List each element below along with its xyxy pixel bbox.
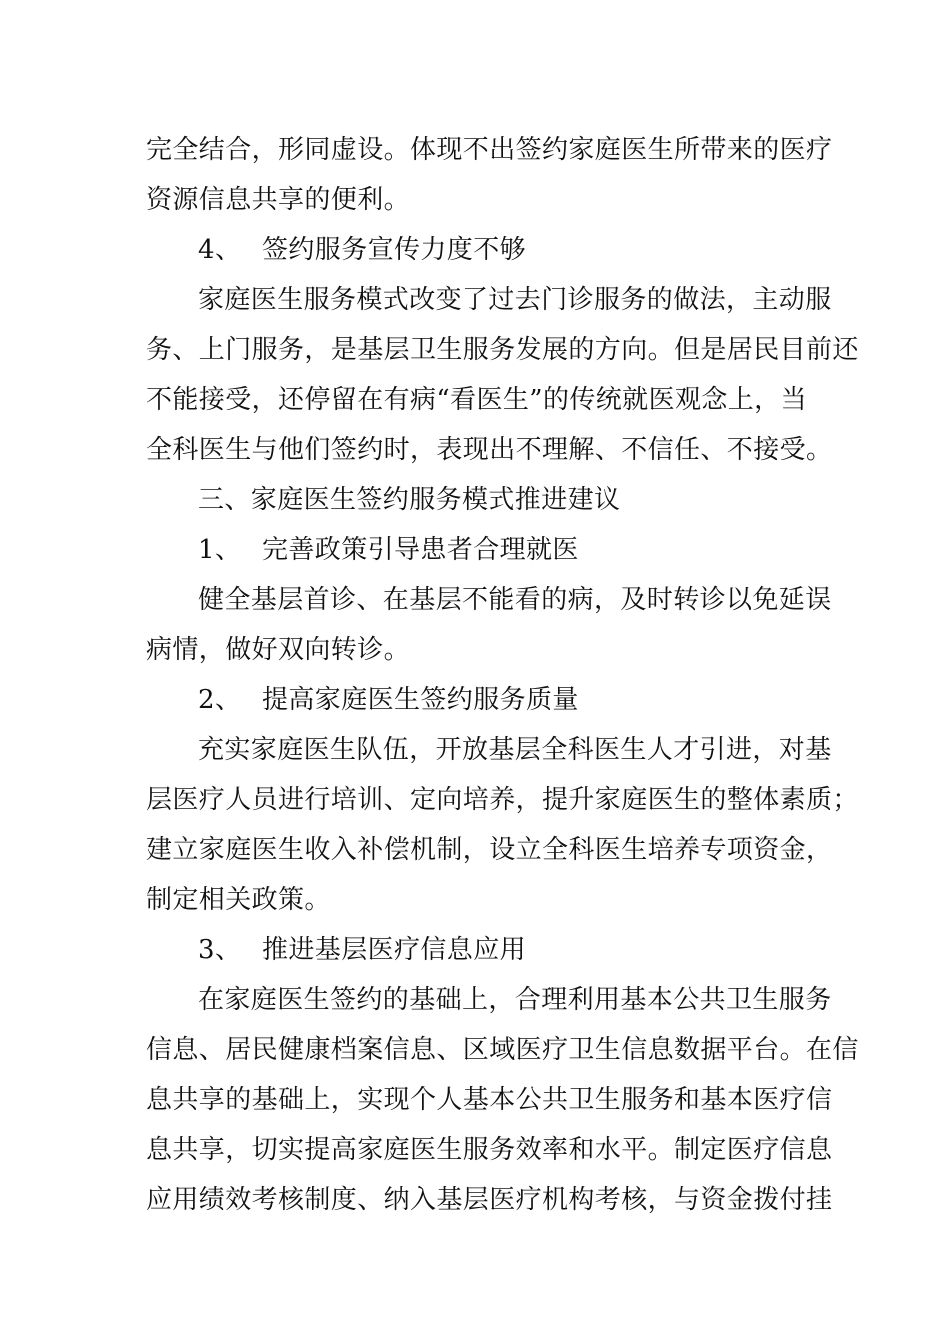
paragraph-line: 家庭医生服务模式改变了过去门诊服务的做法，主动服	[198, 285, 832, 315]
section-heading-2	[198, 680, 579, 720]
heading-number: 1、	[198, 535, 242, 565]
heading-text: 提高家庭医生签约服务质量	[262, 685, 579, 715]
paragraph-line: 健全基层首诊、在基层不能看的病，及时转诊以免延误	[198, 585, 832, 615]
heading-number: 2、	[198, 685, 242, 715]
paragraph-line: 应用绩效考核制度、纳入基层医疗机构考核，与资金拨付挂	[146, 1185, 833, 1215]
paragraph-line: 建立家庭医生收入补偿机制，设立全科医生培养专项资金，	[146, 835, 833, 865]
paragraph-line: 制定相关政策。	[146, 885, 331, 915]
heading-text: 推进基层医疗信息应用	[262, 935, 527, 965]
paragraph-line: 不能接受，还停留在有病“看医生”的传统就医观念上，当	[146, 385, 807, 415]
paragraph-line: 全科医生与他们签约时，表现出不理解、不信任、不接受。	[146, 435, 833, 465]
paragraph-line: 务、上门服务，是基层卫生服务发展的方向。但是居民目前还	[146, 335, 859, 365]
heading-number: 4、	[198, 235, 242, 265]
paragraph-line: 完全结合，形同虚设。体现不出签约家庭医生所带来的医疗	[146, 135, 833, 165]
paragraph-line: 在家庭医生签约的基础上，合理利用基本公共卫生服务	[198, 985, 832, 1015]
paragraph-line: 息共享，切实提高家庭医生服务效率和水平。制定医疗信息	[146, 1135, 833, 1165]
paragraph-line: 资源信息共享的便利。	[146, 185, 411, 215]
paragraph-line: 层医疗人员进行培训、定向培养，提升家庭医生的整体素质；	[146, 785, 859, 815]
section-heading-3	[198, 930, 526, 970]
paragraph-line: 病情，做好双向转诊。	[146, 635, 411, 665]
section-heading-1	[198, 530, 579, 570]
paragraph-line: 信息、居民健康档案信息、区域医疗卫生信息数据平台。在信	[146, 1035, 859, 1065]
paragraph-line: 息共享的基础上，实现个人基本公共卫生服务和基本医疗信	[146, 1085, 833, 1115]
paragraph-line: 充实家庭医生队伍，开放基层全科医生人才引进，对基	[198, 735, 832, 765]
heading-number: 3、	[198, 935, 242, 965]
section-title: 三、家庭医生签约服务模式推进建议	[198, 485, 621, 515]
heading-text: 签约服务宣传力度不够	[262, 235, 527, 265]
heading-text: 完善政策引导患者合理就医	[262, 535, 579, 565]
section-heading-4	[198, 230, 526, 270]
